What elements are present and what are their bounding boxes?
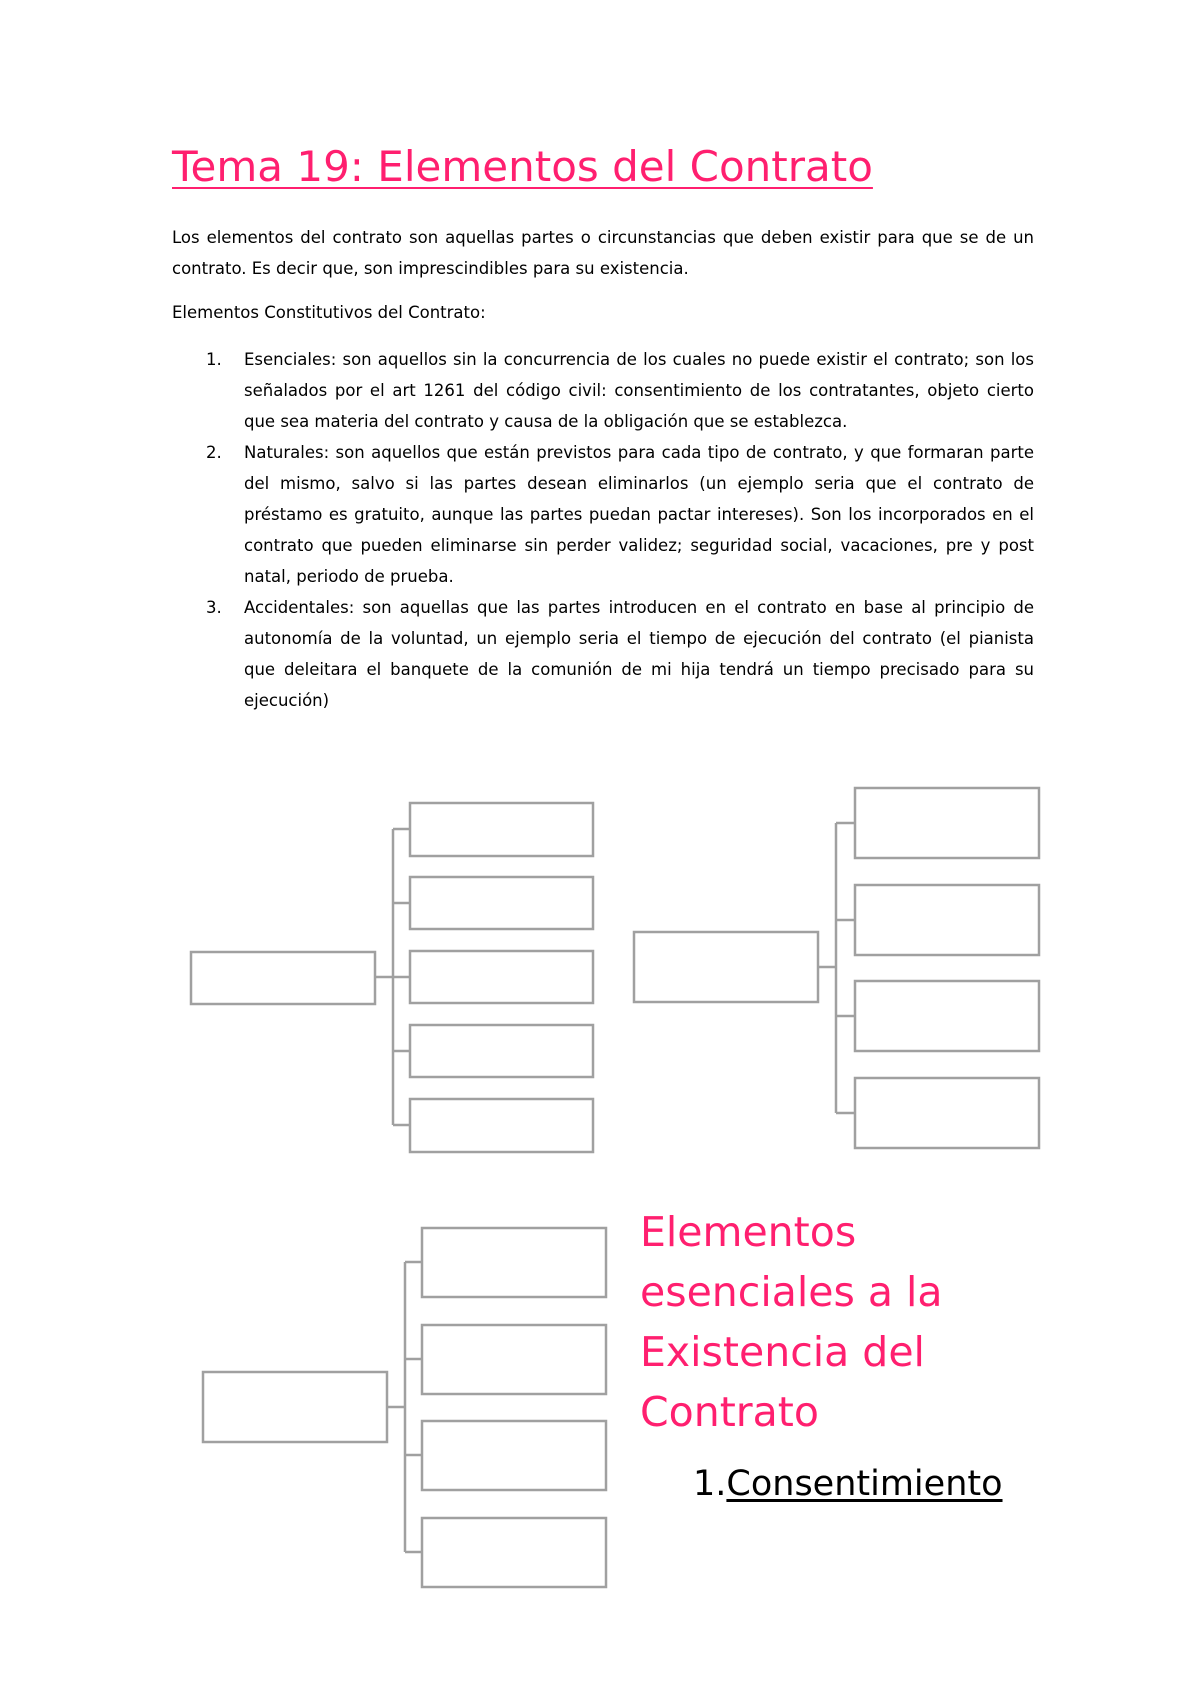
list-item-text: Accidentales: son aquellas que las partes introducen en el contrato en base al principio de autonomía de la voluntad, un ejemplo seria el tiempo de ejecución del contrato (el pianista que deleitara el banquete de la comunión de mi hija tendrá un tiempo precisado para su ejecución) — [244, 598, 1034, 710]
diagram-branch-box — [422, 1421, 606, 1490]
diagram-branch-box — [410, 1025, 593, 1077]
diagram-root-box — [634, 932, 818, 1002]
list-item — [172, 592, 1034, 716]
list-item-number: 2. — [206, 443, 222, 462]
diagram-root-box — [203, 1372, 387, 1442]
diagram-branch-box — [422, 1228, 606, 1297]
diagram-branch-box — [410, 951, 593, 1003]
diagram-branch-box — [855, 981, 1039, 1051]
list-item — [172, 437, 1034, 592]
constitutive-elements-heading: Elementos Constitutivos del Contrato: — [172, 303, 486, 322]
page-title: Tema 19: Elementos del Contrato — [172, 142, 873, 191]
diagram-four-branches-top — [634, 788, 1039, 1148]
intro-paragraph: Los elementos del contrato son aquellas partes o circunstancias que deben existir para que se de un contrato. Es decir que, son imprescindibles para su existencia. — [172, 228, 1034, 278]
list-item-number: 1. — [206, 350, 222, 369]
diagram-branch-box — [410, 803, 593, 856]
diagram-connector — [818, 823, 855, 1113]
diagram-connector — [387, 1262, 422, 1552]
diagram-five-branches — [191, 803, 593, 1152]
diagram-branch-box — [855, 885, 1039, 955]
diagram-connector — [375, 829, 410, 1125]
diagram-branch-box — [410, 1099, 593, 1152]
list-item — [172, 344, 1034, 437]
consent-subheading — [693, 1462, 1003, 1506]
essential-elements-heading: Elementos esenciales a la Existencia del Contrato — [640, 1208, 943, 1436]
consent-number: 1. — [693, 1464, 727, 1504]
diagram-branch-box — [410, 877, 593, 929]
diagram-branch-box — [422, 1325, 606, 1394]
diagram-branch-box — [855, 788, 1039, 858]
diagram-branch-box — [422, 1518, 606, 1587]
consent-label: Consentimiento — [726, 1464, 1003, 1504]
elements-list — [172, 344, 1034, 716]
diagram-root-box — [191, 952, 375, 1004]
list-item-text: Naturales: son aquellos que están previstos para cada tipo de contrato, y que formaran parte del mismo, salvo si las partes desean eliminarlos (un ejemplo seria que el contrato de préstamo es gratuito, aunque las partes puedan pactar intereses). Son los incorporados en el contrato que pueden eliminarse sin perder validez; seguridad social, vacaciones, pre y post natal, periodo de prueba. — [244, 443, 1034, 586]
list-item-text: Esenciales: son aquellos sin la concurrencia de los cuales no puede existir el contrato; son los señalados por el art 1261 del código civil: consentimiento de los contratantes, objeto cierto que sea materia del contrato y causa de la obligación que se establezca. — [244, 350, 1034, 431]
diagram-branch-box — [855, 1078, 1039, 1148]
diagram-four-branches-bottom — [203, 1228, 606, 1587]
list-item-number: 3. — [206, 598, 222, 617]
